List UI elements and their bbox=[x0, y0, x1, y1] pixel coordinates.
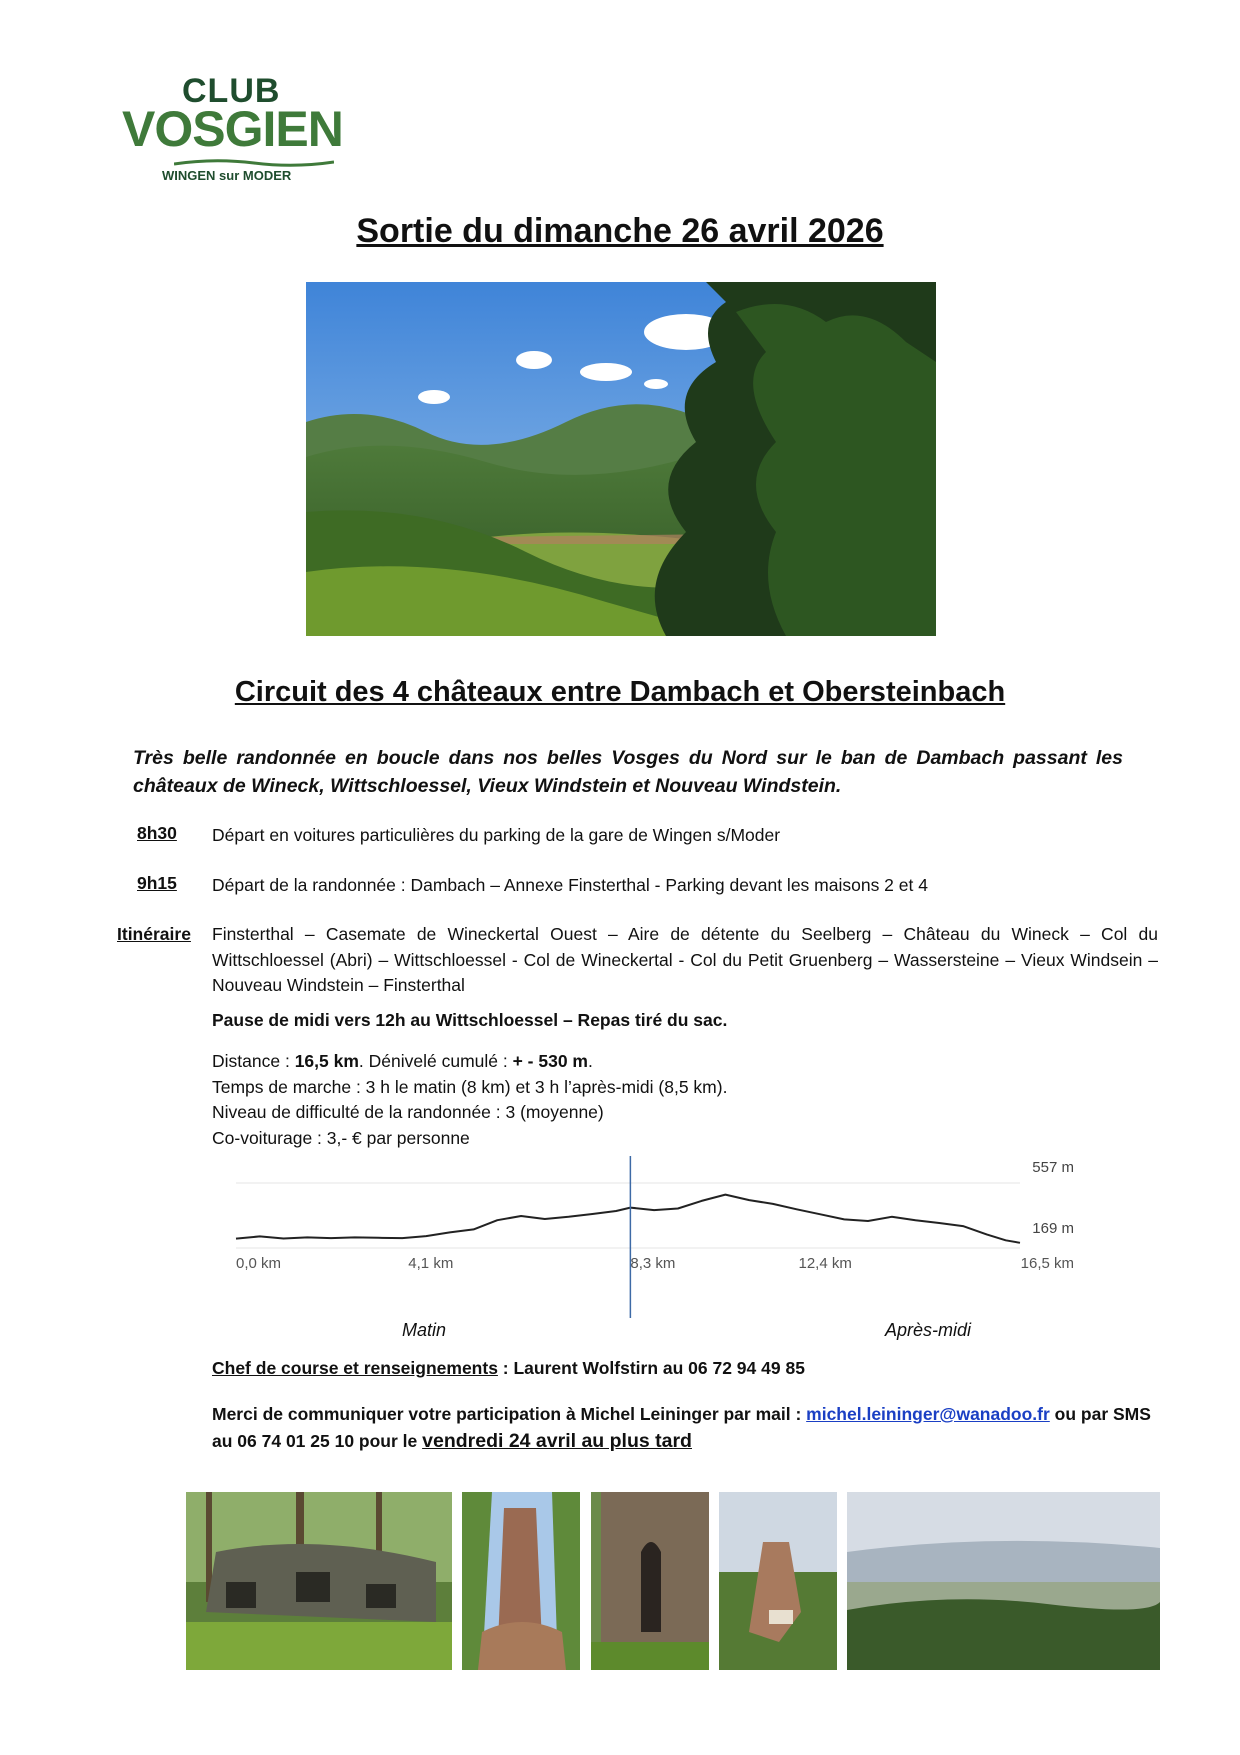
logo-vosgien-text: VOSGIEN bbox=[122, 101, 343, 157]
deadline-date: vendredi 24 avril au plus tard bbox=[422, 1430, 692, 1452]
x-tick-label: 4,1 km bbox=[408, 1255, 454, 1272]
guide-contact: Chef de course et renseignements : Laurent Wolfstirn au 06 72 94 49 85 bbox=[212, 1358, 805, 1378]
photo-castle-ruin bbox=[591, 1492, 709, 1670]
photo-casemate bbox=[186, 1492, 452, 1670]
schedule-text-hike-start: Départ de la randonnée : Dambach – Annexe Finsterthal - Parking devant les maisons 2 et 4 bbox=[212, 875, 928, 895]
schedule-text-departure: Départ en voitures particulières du parking de la gare de Wingen s/Moder bbox=[212, 825, 781, 845]
max-elevation-label: 557 m bbox=[1032, 1159, 1074, 1176]
registration-note: Merci de communiquer votre participation à Michel Leininger par mail : michel.leininger@wanadoo.fr ou par SMS au 06 74 01 25 10 pour le vendredi 24 avril au plus tard bbox=[212, 1404, 1151, 1452]
logo-club-text: CLUB bbox=[182, 72, 281, 110]
x-tick-label: 16,5 km bbox=[1020, 1255, 1074, 1272]
logo-section-text: WINGEN sur MODER bbox=[162, 168, 292, 183]
x-tick-label: 8,3 km bbox=[630, 1255, 676, 1272]
carpool-line: Co-voiturage : 3,- € par personne bbox=[212, 1127, 470, 1148]
afternoon-label: Après-midi bbox=[885, 1320, 972, 1340]
walking-time-line: Temps de marche : 3 h le matin (8 km) et 3 h l’après-midi (8,5 km). bbox=[212, 1076, 728, 1097]
page-title: Sortie du dimanche 26 avril 2026 bbox=[356, 212, 884, 250]
morning-label: Matin bbox=[402, 1320, 447, 1340]
photo-rock-castle bbox=[719, 1492, 837, 1670]
elevation-line bbox=[236, 1195, 1020, 1243]
photo-castle-tower bbox=[462, 1492, 580, 1670]
difficulty-line: Niveau de difficulté de la randonnée : 3 (moyenne) bbox=[212, 1102, 604, 1122]
schedule-label-itinerary: Itinéraire bbox=[117, 924, 191, 944]
club-logo bbox=[122, 72, 352, 184]
logo-wave-icon bbox=[174, 158, 334, 168]
schedule-text-itinerary: Finsterthal – Casemate de Wineckertal Ouest – Aire de détente du Seelberg – Château du Wineck – Col du Wittschloessel (Abri) – Wittschloessel - Col de Wineckertal - Col du Petit Gruenberg – Wassersteine – Vieux Windsein – Nouveau Windstein – Finsterthal bbox=[212, 924, 1158, 995]
elevation-profile-chart bbox=[234, 1156, 1144, 1318]
schedule-label-departure: 8h30 bbox=[137, 823, 177, 843]
distance-line: Distance : 16,5 km. Dénivelé cumulé : + - 530 m. bbox=[212, 1051, 593, 1071]
schedule-label-hike-start: 9h15 bbox=[137, 873, 177, 893]
hike-details bbox=[212, 1049, 1112, 1151]
hero-landscape-photo bbox=[306, 282, 936, 636]
intro-paragraph: Très belle randonnée en boucle dans nos belles Vosges du Nord sur le ban de Dambach passant les châteaux de Wineck, Wittschloessel, Vieux Windstein et Nouveau Windstein. bbox=[133, 747, 1123, 797]
email-link[interactable]: michel.leininger@wanadoo.fr bbox=[806, 1404, 1050, 1424]
photo-plain-view bbox=[847, 1492, 1160, 1670]
x-tick-label: 12,4 km bbox=[798, 1255, 852, 1272]
page-subtitle: Circuit des 4 châteaux entre Dambach et Obersteinbach bbox=[234, 676, 1006, 708]
min-elevation-label: 169 m bbox=[1032, 1220, 1074, 1237]
x-tick-label: 0,0 km bbox=[236, 1255, 282, 1272]
lunch-break-note: Pause de midi vers 12h au Wittschloessel – Repas tiré du sac. bbox=[212, 1010, 728, 1030]
